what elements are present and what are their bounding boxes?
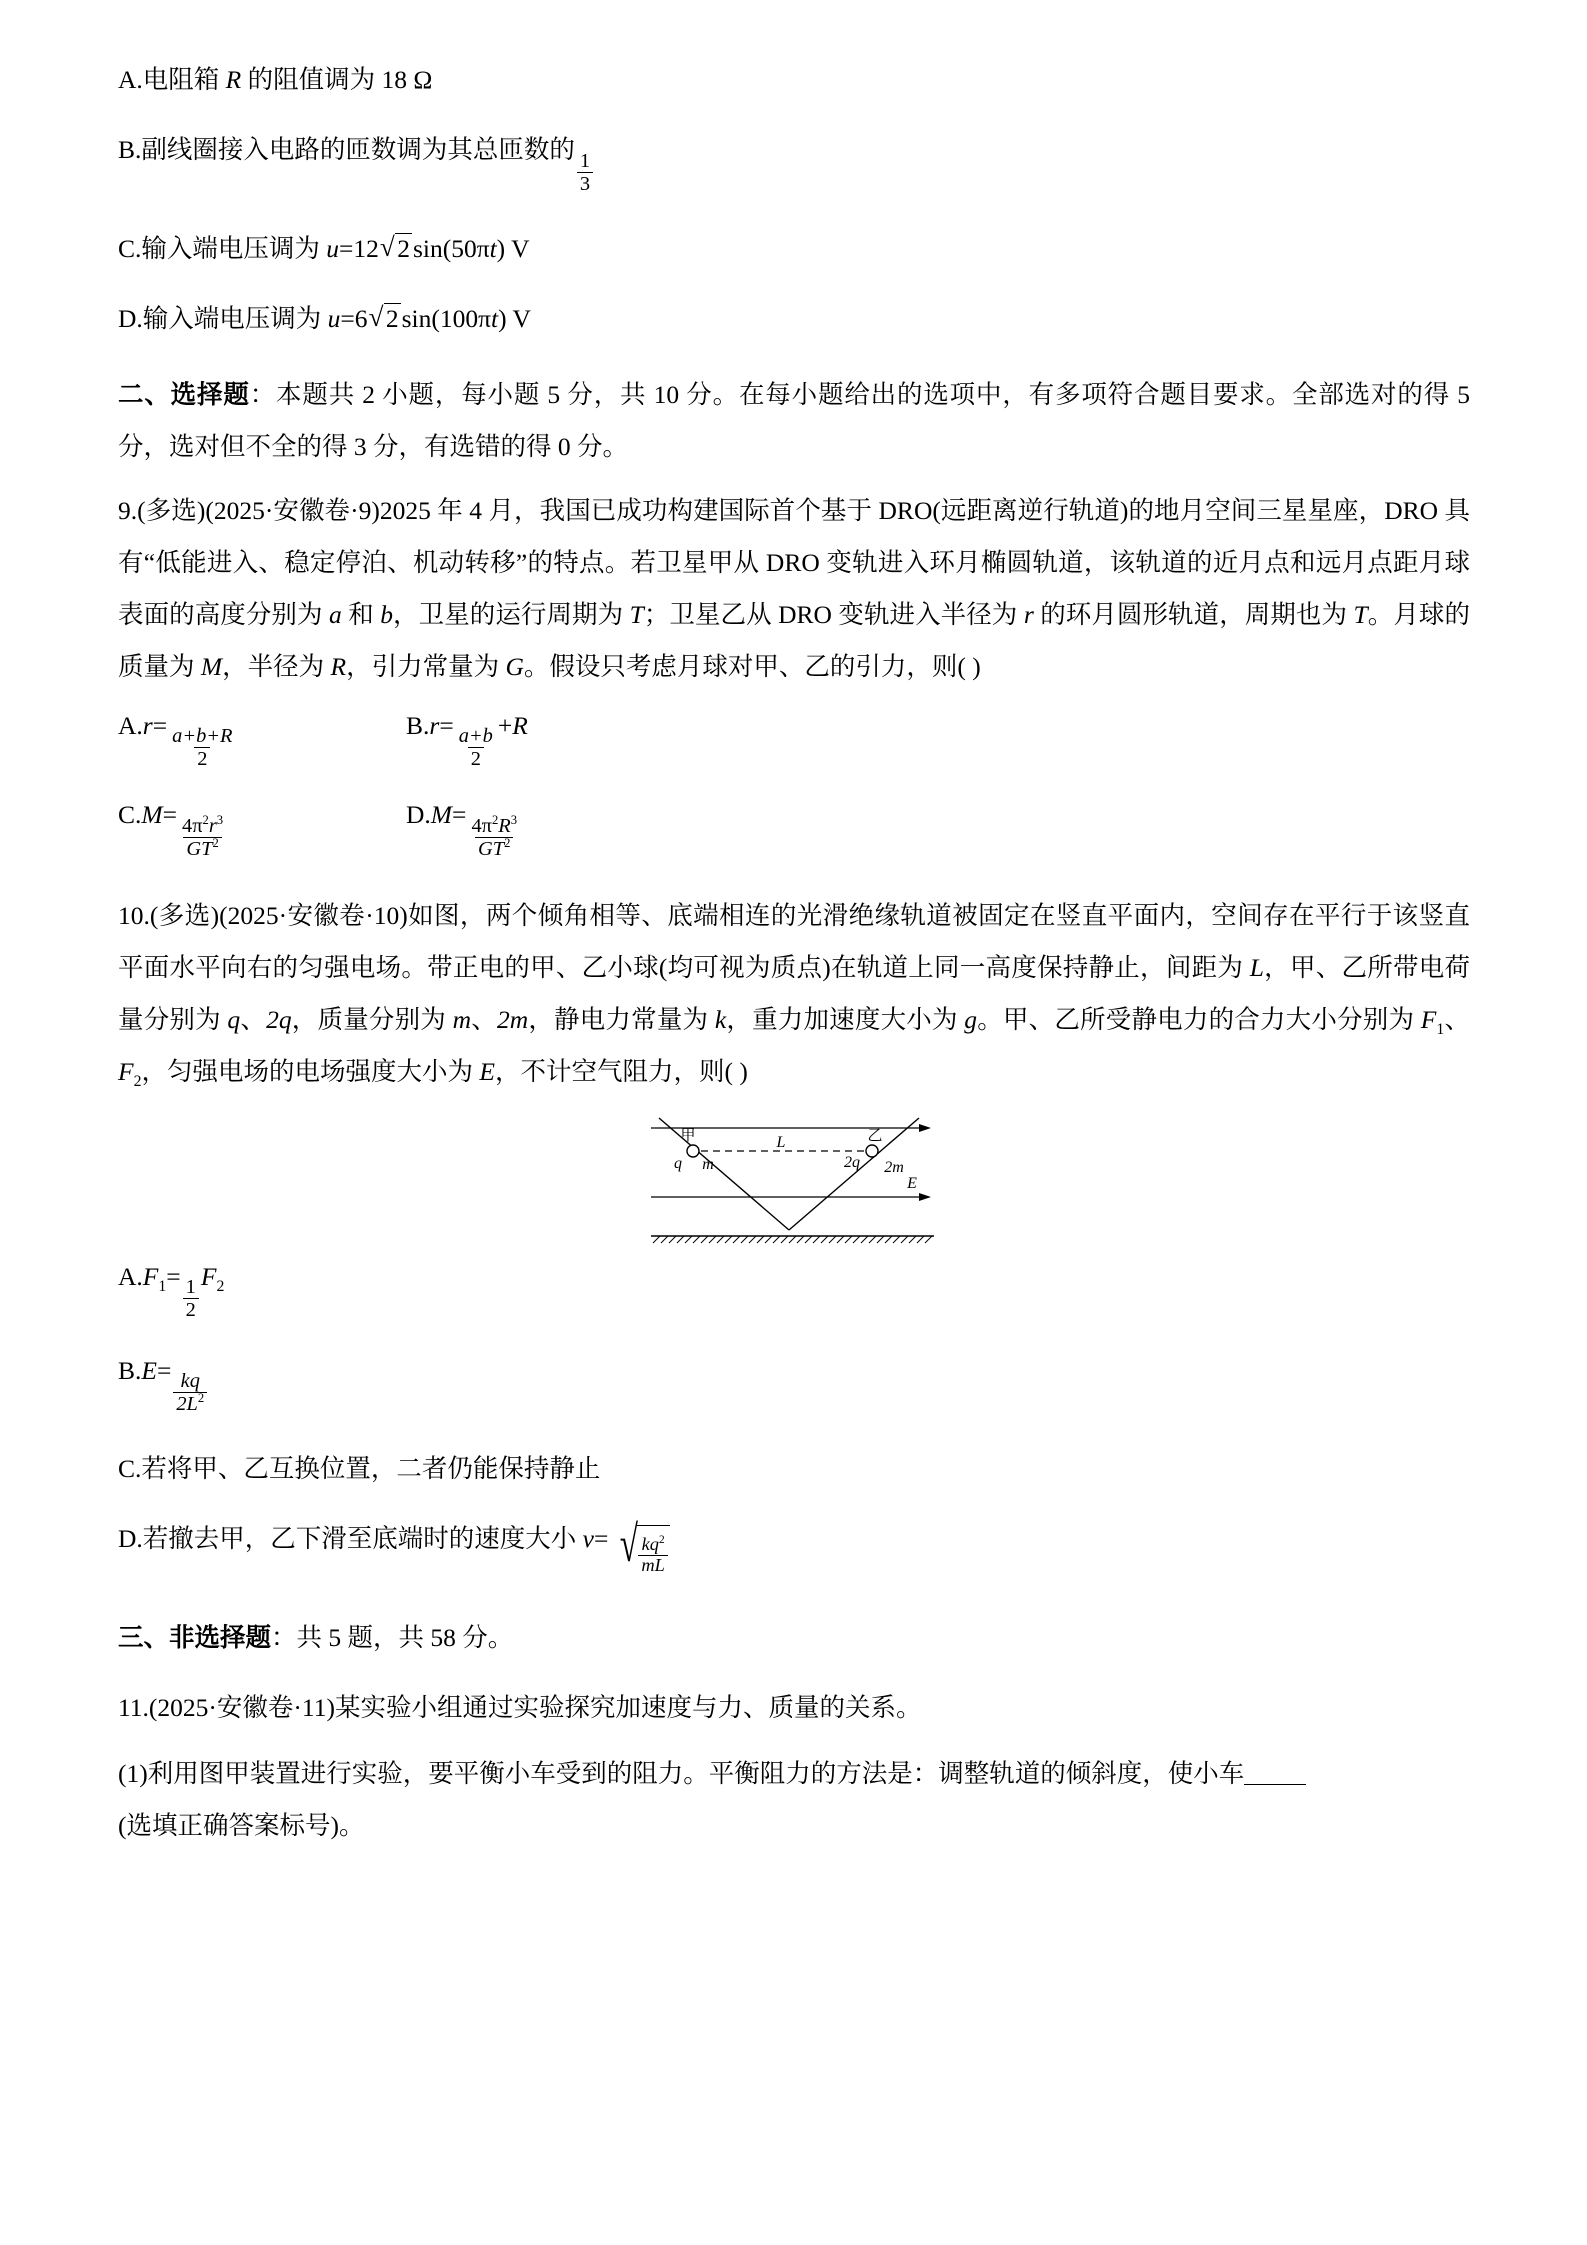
sqrt-sign: √ (620, 1517, 639, 1574)
q9-text-4: ；卫星乙从 DRO 变轨进入半径为 (643, 599, 1024, 629)
q10-option-a-lhs-sub: 1 (158, 1277, 167, 1295)
q9-var-T1: T (629, 599, 644, 629)
fraction-numerator (639, 1535, 668, 1555)
q10-option-a (118, 1262, 1470, 1322)
q8-option-d-tail: sin(100π (401, 303, 491, 333)
q10-text-4: ，质量分别为 (291, 1004, 453, 1034)
fraction-numerator: 1 (185, 1276, 196, 1299)
figure-label-E: E (907, 1174, 917, 1192)
q10-option-a-eq: = (166, 1261, 181, 1291)
q11-line-3: (选填正确答案标号)。 (118, 1810, 365, 1840)
fraction-numerator (468, 815, 520, 837)
q9-c-den-exp: 2 (212, 836, 219, 851)
q9-option-d-lhs: M (430, 800, 453, 830)
section-3-heading (118, 1612, 1470, 1664)
q10-option-d (118, 1519, 1470, 1576)
left-incline-track (659, 1118, 789, 1230)
q9-option-b-lhs: r (429, 710, 440, 740)
q8-option-c (118, 229, 1470, 265)
q8-option-d-radicand: 2 (385, 303, 399, 333)
page-content (118, 60, 1470, 1852)
q10-text-1: 10.(多选)(2025·安徽卷·10)如图，两个倾角相等、底端相连的光滑绝缘轨道被固定在竖直平面内，空间存在平行于该竖直平面水平向右的匀强电场。带正电的甲、乙小球(均可视为质点)在轨道上同一高度保持静止，间距为 (118, 900, 1470, 982)
q8-option-c-radicand: 2 (397, 233, 410, 263)
fraction-denominator (173, 1392, 207, 1415)
q9-c-den-var: GT (186, 837, 213, 860)
ground-hatching (653, 1236, 932, 1243)
q10-text-6: ，静电力常量为 (528, 1004, 715, 1034)
q8-option-a (118, 60, 1470, 96)
q10-text-9: 、 (1444, 1004, 1470, 1034)
q10-b-den-var: 2L (176, 1393, 198, 1416)
figure-label-q: q (674, 1154, 682, 1172)
fraction-denominator: 2 (183, 1298, 199, 1321)
q9-var-G: G (505, 651, 524, 681)
field-arrow-lower-icon (919, 1193, 931, 1201)
q8-option-a-var: R (225, 65, 242, 94)
question-9-options-row-2 (118, 800, 1470, 860)
q9-option-a-lhs: r (142, 710, 153, 740)
fraction-denominator (475, 837, 513, 860)
q8-option-d-end: ) V (498, 303, 531, 333)
q9-var-b: b (380, 599, 393, 629)
figure-label-2m: 2m (884, 1158, 904, 1176)
sqrt-icon (610, 1517, 669, 1576)
q8-option-b-text: B.副线圈接入电路的匝数调为其总匝数的 (118, 135, 575, 164)
q9-text-6: 。月球的质量为 (118, 599, 1470, 681)
q10-var-2m: 2m (496, 1004, 529, 1034)
q10-option-b-fraction (173, 1370, 207, 1415)
q10-option-b-eq: = (156, 1355, 172, 1385)
q9-option-b-tail: R (512, 710, 528, 740)
figure-label-L: L (776, 1133, 786, 1151)
q10-option-a-rhs-sub: 2 (216, 1277, 225, 1295)
q9-d-num-coef: 4π (471, 814, 492, 837)
q9-option-b-label: B. (406, 710, 430, 740)
q10-text-10: ，匀强电场的电场强度大小为 (141, 1056, 480, 1086)
figure-label-jia: 甲 (680, 1127, 696, 1144)
q9-text-3: ，卫星的运行周期为 (392, 599, 630, 629)
q10-var-2q: 2q (266, 1004, 292, 1034)
q8-option-c-prefix: C.输入端电压调为 (118, 233, 327, 263)
q10-option-a-label: A. (118, 1261, 143, 1291)
q9-text-8: ，引力常量为 (346, 651, 506, 681)
q9-option-b-op: + (497, 710, 513, 740)
figure-label-m: m (702, 1155, 714, 1173)
q10-option-d-eq: = (594, 1524, 609, 1554)
fraction-denominator (183, 837, 221, 860)
q9-option-a (118, 711, 406, 771)
q8-option-c-end: ) V (496, 233, 530, 263)
q8-option-c-var: u (326, 233, 340, 263)
fraction-denominator: 2 (194, 747, 210, 770)
q10-option-a-lhs: F (142, 1261, 159, 1291)
fraction-numerator: 1 (579, 149, 591, 172)
section-3-title: 三、非选择题 (118, 1622, 272, 1652)
section-2-description: ：本题共 2 小题，每小题 5 分，共 10 分。在每小题给出的选项中，有多项符合题目要求。全部选对的得 5 分，选对但不全的得 3 分，有选错的得 0 分。 (118, 379, 1470, 461)
question-11-stem (118, 1682, 1470, 1734)
question-11-part-1 (118, 1748, 1470, 1852)
q9-c-num-var: r (208, 814, 217, 837)
fraction-numerator (179, 815, 226, 837)
q9-option-a-fraction (169, 725, 235, 770)
q8-option-b-fraction (577, 150, 593, 195)
sqrt-icon (380, 233, 412, 264)
q11-part1-text: (1)利用图甲装置进行实验，要平衡小车受到的阻力。平衡阻力的方法是：调整轨道的倾斜度，使小车 (118, 1758, 1245, 1788)
fraction-denominator: 3 (577, 172, 593, 195)
q9-d-num-coef-exp: 2 (491, 813, 499, 828)
q9-c-num-coef: 4π (182, 814, 203, 837)
q9-option-d-eq: = (452, 800, 467, 830)
sqrt-icon (369, 303, 401, 334)
q9-option-d-label: D. (406, 800, 431, 830)
q8-option-d-var: u (327, 303, 341, 333)
q9-text-5: 的环月圆形轨道，周期也为 (1033, 599, 1354, 629)
q9-option-c-label: C. (118, 800, 142, 830)
q10-option-c (118, 1449, 1470, 1485)
q9-option-d-fraction (468, 815, 520, 860)
q9-d-num-var: R (498, 814, 511, 837)
q8-option-d-t: t (490, 303, 499, 333)
q10-var-F2: F (118, 1056, 134, 1086)
q9-option-c (118, 800, 406, 860)
q8-option-c-tail: sin(50π (412, 233, 490, 263)
section-2-heading (118, 369, 1470, 473)
sqrt-radicand (636, 1525, 669, 1576)
q9-c-num-var-exp: 3 (216, 813, 224, 828)
q10-text-8: 。甲、乙所受静电力的合力大小分别为 (977, 1004, 1421, 1034)
q9-var-M: M (200, 651, 223, 681)
q10-var-F1: F (1420, 1004, 1437, 1034)
q8-option-a-prefix: A.电阻箱 (118, 65, 226, 94)
fraction-numerator: kq (180, 1370, 200, 1393)
q10-var-L: L (1249, 952, 1264, 982)
q8-option-d-eq: =6 (340, 303, 368, 333)
q10-d-num-var: kq (641, 1534, 659, 1555)
q9-option-c-eq: = (162, 800, 178, 830)
q9-option-a-label: A. (118, 710, 143, 740)
q10-option-d-prefix: D.若撤去甲，乙下滑至底端时的速度大小 (118, 1524, 583, 1554)
q10-option-d-var: v (582, 1524, 594, 1554)
q10-option-c-text: C.若将甲、乙互换位置，二者仍能保持静止 (118, 1454, 601, 1484)
field-arrow-upper-icon (919, 1124, 931, 1132)
q8-option-c-eq: =12 (339, 233, 379, 263)
q9-text-7: ，半径为 (222, 651, 331, 681)
question-10-figure-container (118, 1112, 1470, 1252)
q10-text-5: 、 (471, 1004, 497, 1034)
ball-yi-icon (866, 1145, 878, 1157)
q9-option-b (406, 711, 1470, 771)
q9-d-den-var: GT (478, 837, 505, 860)
q10-var-q: q (227, 1004, 241, 1034)
fraction-numerator: a+b+R (172, 725, 233, 748)
q9-d-den-exp: 2 (504, 836, 511, 851)
q10-text-11: ，不计空气阻力，则( ) (494, 1056, 748, 1086)
q10-var-m: m (452, 1004, 472, 1034)
q9-option-b-fraction (456, 725, 496, 770)
q9-d-num-var-exp: 3 (510, 813, 518, 828)
section-2-title: 二、选择题 (118, 379, 250, 409)
q9-var-r: r (1023, 599, 1034, 629)
q10-option-b (118, 1356, 1470, 1416)
q10-option-a-rhs: F (200, 1261, 217, 1291)
answer-blank[interactable] (1244, 1784, 1306, 1785)
fraction-numerator: a+b (458, 725, 493, 748)
q10-option-a-fraction (183, 1276, 199, 1321)
q9-var-R: R (330, 651, 347, 681)
q10-var-k: k (714, 1004, 727, 1034)
q9-var-T2: T (1353, 599, 1368, 629)
q10-text-7: ，重力加速度大小为 (726, 1004, 965, 1034)
q9-text-2: 和 (341, 599, 381, 629)
q10-var-F1-sub: 1 (1436, 1020, 1445, 1038)
q9-option-a-eq: = (152, 710, 168, 740)
q10-option-b-label: B. (118, 1355, 142, 1385)
question-9-options-row-1 (118, 711, 1470, 771)
q10-var-E: E (479, 1056, 495, 1086)
q9-option-c-lhs: M (141, 800, 163, 830)
q9-option-c-fraction (179, 815, 226, 860)
q10-option-d-fraction (638, 1535, 667, 1576)
ball-jia-icon (687, 1145, 699, 1157)
q9-text-9: 。假设只考虑月球对甲、乙的引力，则( ) (523, 651, 981, 681)
figure-label-yi: 乙 (867, 1127, 883, 1144)
fraction-denominator: mL (638, 1555, 667, 1576)
q10-option-b-lhs: E (141, 1355, 157, 1385)
q9-c-num-coef-exp: 2 (202, 813, 209, 828)
figure-label-2q: 2q (844, 1153, 860, 1171)
q9-option-d (406, 800, 1470, 860)
question-9-stem (118, 485, 1470, 693)
q9-var-a: a (329, 599, 342, 629)
q10-text-2: ，甲、乙所带电荷量分别为 (118, 952, 1470, 1034)
q8-option-c-t: t (489, 233, 497, 263)
q10-text-3: 、 (240, 1004, 267, 1034)
q11-line-1: 11.(2025·安徽卷·11)某实验小组通过实验探究加速度与力、质量的关系。 (118, 1692, 922, 1722)
q8-option-d (118, 299, 1470, 335)
q9-text-1: 9.(多选)(2025·安徽卷·9)2025 年 4 月，我国已成功构建国际首个基于 DRO(远距离逆行轨道)的地月空间三星星座，DRO 具有“低能进入、稳定停泊、机动转移”的特点。若卫星甲从 DRO 变轨进入环月椭圆轨道，该轨道的近月点和远月点距月球表面的高度分别为 (118, 495, 1470, 629)
q8-option-b (118, 130, 1470, 195)
section-3-description: ：共 5 题，共 58 分。 (271, 1622, 514, 1652)
q8-option-d-prefix: D.输入端电压调为 (118, 303, 328, 333)
inclined-track-field-diagram (629, 1112, 959, 1252)
q8-option-a-rest: 的阻值调为 18 Ω (241, 65, 433, 94)
q10-d-num-exp: 2 (658, 1534, 665, 1547)
q9-option-b-eq: = (439, 710, 454, 740)
q10-var-g: g (964, 1004, 978, 1034)
fraction-denominator: 2 (468, 747, 484, 770)
q10-b-den-exp: 2 (197, 1391, 205, 1406)
q10-var-F2-sub: 2 (133, 1072, 142, 1090)
question-10-stem (118, 890, 1470, 1098)
